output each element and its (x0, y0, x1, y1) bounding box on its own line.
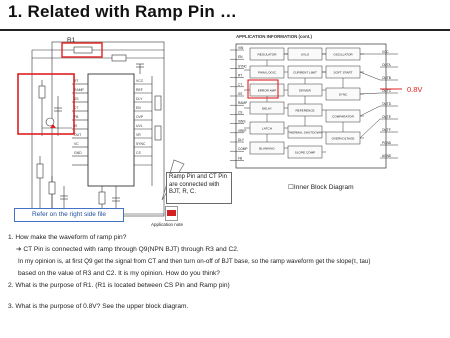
diagram-left-pin: ISNS (238, 119, 246, 124)
pin-label-out: OUT (74, 133, 82, 137)
diagram-left-pin: VREF (238, 128, 247, 133)
diagram-block: ERROR AMP (257, 88, 277, 93)
diagram-header: APPLICATION INFORMATION (cont.) (236, 34, 312, 39)
diagram-left-pin: VIN (238, 46, 244, 50)
ramp-ct-highlight-box (18, 74, 74, 134)
diagram-right-pin: VCC (382, 50, 389, 54)
pin-label-vcc: VCC (136, 79, 144, 83)
bubble-text: Ramp Pin and CT Pin are connected with BJT, R, C. (169, 174, 227, 195)
diagram-left-pin: DLY (238, 138, 244, 142)
diagram-block: SLOPE COMP (294, 150, 316, 155)
diagram-left-pin: CT (238, 82, 243, 87)
diagram-block: SYNC (338, 92, 348, 97)
answer-1-line-1: ➔ CT Pin is connected with ramp through Q9(NPN BJT) through R3 and C2. (16, 246, 239, 253)
diagram-left-pin: FB (238, 156, 243, 161)
pin-label-ovp: OVP (136, 115, 144, 119)
pin-label-cs: CS (136, 151, 141, 155)
diagram-left-pin: SYNC (238, 64, 247, 69)
diagram-right-pin: OUTA (382, 63, 391, 67)
diagram-left-pin: COMP (238, 147, 248, 152)
pin-label-rt: RT (74, 79, 79, 83)
pin-label-dly: DLY (136, 97, 143, 101)
diagram-block: OVERVOLTAGE (331, 136, 355, 141)
diagram-right-pin: OUTB (382, 76, 391, 80)
question-3: 3. What is the purpose of 0.8V? See the upper block diagram. (8, 303, 189, 310)
pin-label-en: EN (136, 106, 141, 110)
pdf-icon[interactable] (165, 206, 178, 221)
application-note-label[interactable]: Application note (151, 222, 184, 227)
pin-label-ramp: RAMP (74, 88, 84, 92)
diagram-right-pin: OUTE (382, 115, 391, 119)
diagram-block: BLANKING (259, 146, 275, 151)
diagram-block: REGULATOR (257, 52, 277, 57)
diagram-right-pin: OUTD (382, 102, 392, 106)
diagram-block: SOFT START (333, 70, 353, 75)
diagram-block: PWM LOGIC (257, 70, 277, 75)
diagram-left-pin: CS (238, 110, 243, 115)
diagram-block: COMPARATOR (332, 114, 354, 119)
pin-label-vr: VR (136, 133, 141, 137)
diagram-block: CURRENT LIMIT (293, 70, 317, 75)
diagram-caption: ☐Inner Block Diagram (288, 184, 354, 191)
pin-label-ref: REF (136, 88, 143, 92)
pin-label-gnd: GND (74, 151, 82, 155)
pin-label-uvl: UVL (136, 124, 143, 128)
diagram-left-pin: SS (238, 92, 243, 96)
diagram-right-pin: AGND (382, 154, 392, 158)
diagram-block: DRIVER (299, 88, 311, 93)
diagram-block: DELAY (262, 106, 272, 111)
inner-block-diagram (230, 40, 402, 174)
diagram-block: UVLO (300, 52, 310, 57)
pin-label-ss: SS (74, 97, 79, 101)
slide-title: 1. Related with Ramp Pin … (8, 2, 238, 21)
diagram-right-pin: OUTF (382, 128, 391, 132)
pin-label-fb: FB (74, 115, 79, 119)
pin-label-ct: CT (74, 106, 79, 110)
diagram-block: LATCH (262, 126, 272, 131)
refer-callout (14, 208, 124, 222)
diagram-block: OSCILLATOR (333, 52, 353, 57)
schematic-panel (12, 36, 178, 226)
voltage-label: 0.8V (407, 85, 423, 94)
question-1: 1. How make the waveform of ramp pin? (8, 234, 127, 241)
pin-label-is: IS (74, 124, 78, 128)
explanation-bubble (166, 172, 232, 204)
answer-1-line-2: In my opinion is, at first Q9 get the signal from CT and then turn on-off of BJT base, so the ramp waveform get the slope(τ, tau) (18, 258, 371, 265)
diagram-left-pin: RAMP (238, 101, 248, 106)
question-2: 2. What is the purpose of R1. (R1 is located between CS Pin and Ramp pin) (8, 282, 230, 289)
r1-label: R1 (67, 37, 76, 44)
refer-text: Refer on the right side file (31, 211, 107, 218)
pin-label-vc: VC (74, 142, 79, 146)
diagram-right-pin: PGND (382, 141, 392, 145)
diagram-block: THERMAL SHUTDOWN (288, 130, 322, 135)
answer-1-line-3: based on the value of R3 and C2. It is my opinion. How do you think? (18, 270, 220, 277)
diagram-right-pin: OUTC (382, 89, 392, 93)
diagram-block: REFERENCE (295, 108, 315, 113)
diagram-left-pin: EN (238, 55, 243, 60)
pin-label-sync: SYNC (136, 142, 146, 146)
title-underline (0, 29, 450, 31)
diagram-left-pin: RT (238, 73, 243, 78)
